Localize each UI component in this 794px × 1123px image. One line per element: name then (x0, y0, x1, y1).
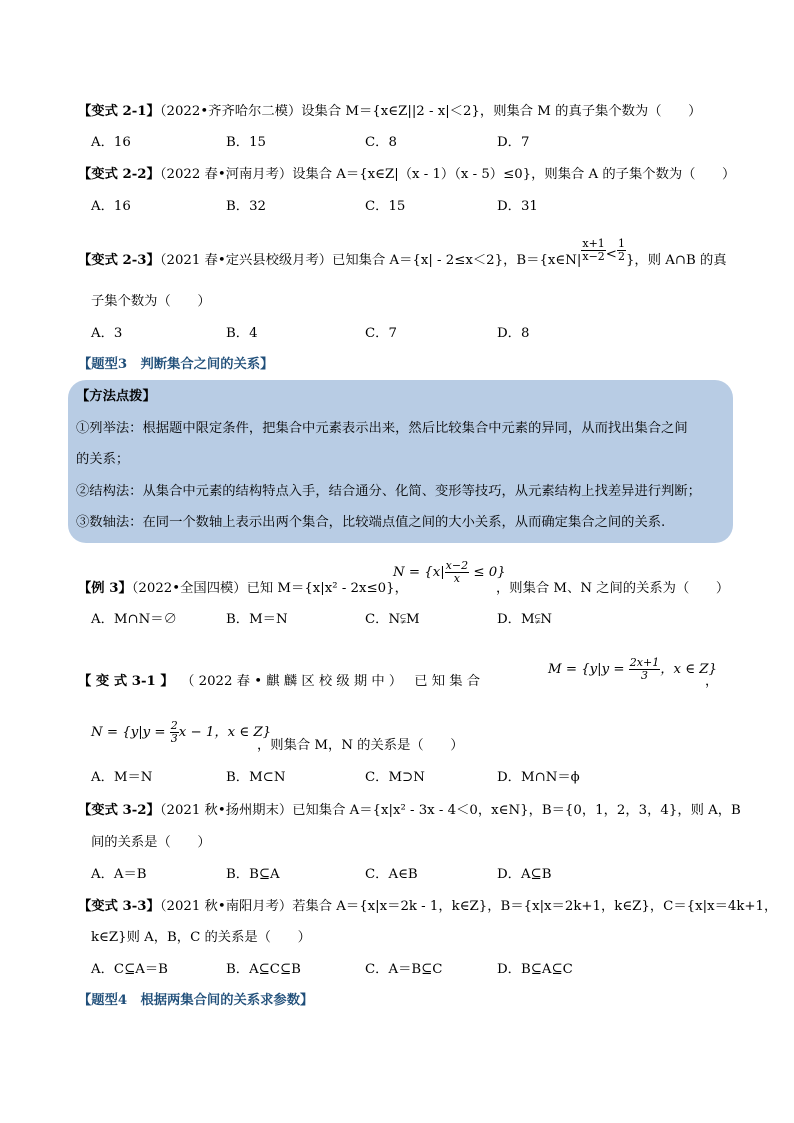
question-text: 已知 M＝{x|x² - 2x≤0}， (246, 581, 408, 596)
option-c: C．A＝B⊆C (365, 962, 443, 977)
question-source: （2021 秋•南阳月考） (159, 899, 293, 914)
option-a: A．3 (91, 326, 123, 341)
question-text-continued: k∈Z}则 A，B，C 的关系是（ ） (91, 930, 311, 945)
option-a: A．16 (91, 135, 131, 150)
set-n-formula: N = {y|y = $\frac{2}{3}$ x − 1，x ∈ Z} (91, 719, 272, 745)
comma: ， (705, 674, 719, 689)
option-d: D．8 (497, 326, 530, 341)
set-m-formula: M = {y|y = $\frac{2x+1}{3}$ ，x ∈ Z} (548, 656, 717, 682)
question-tag: 【变式 3-2】 (78, 803, 160, 818)
set-n-formula: N = {x| $\frac{x-2}{x}$ ≤ 0} (393, 559, 506, 585)
question-source: （2022 春•河南月考） (159, 167, 293, 182)
option-a: A．16 (91, 199, 131, 214)
option-d: D．M⫋N (497, 612, 553, 627)
option-b: B．M⊂N (226, 770, 286, 785)
question-source: （2022•全国四模） (131, 581, 247, 596)
question-text: 设集合 M＝{x∈Z||2 - x|＜2}，则集合 M 的真子集个数为（ ） (301, 104, 702, 119)
method-line-2: 的关系； (76, 452, 130, 467)
fraction: $\frac{2}{3}$ (170, 719, 178, 745)
option-a: A．M∩N＝∅ (91, 612, 177, 627)
option-d: D．31 (497, 199, 538, 214)
option-b: B．B⊆A (226, 867, 280, 882)
question-source: （2021 春•定兴县校级月考） (159, 253, 333, 268)
option-c: C．N⫋M (365, 612, 420, 627)
option-a: A．C⊆A＝B (91, 962, 168, 977)
option-d: D．M∩N＝ϕ (497, 770, 580, 785)
option-b: B．32 (226, 199, 266, 214)
fraction-half: $\frac{1}{2}$ (617, 237, 625, 263)
question-tag: 【变式 2-1】 (78, 104, 160, 119)
question-2-1 (78, 103, 701, 121)
option-a: A．A＝B (91, 867, 147, 882)
option-b: B．A⊆C⊆B (226, 962, 301, 977)
method-line-1: ①列举法：根据题中限定条件，把集合中元素表示出来，然后比较集合中元素的异同，从而找出集合之间 (76, 421, 688, 436)
option-c: C．7 (365, 326, 397, 341)
option-d: D．B⊆A⊆C (497, 962, 573, 977)
question-text: 设集合 A＝{x∈Z|（x - 1）（x - 5）≤0}，则集合 A 的子集个数为（ ） (292, 167, 736, 182)
question-source: （ 2022 春 • 麒 麟 区 校 级 期 中 ） (187, 674, 403, 689)
method-box (68, 380, 733, 543)
question-2-3: 【变式 2-3】（2021 春•定兴县校级月考）已知集合 A＝{x| - 2≤x＜2}，B＝{x∈N| $\frac{x+1}{x-2}$ < $\frac{1}{2}$ }，则 A∩B 的真 (78, 237, 727, 268)
option-b: B．4 (226, 326, 258, 341)
question-text-continued: 子集个数为（ ） (91, 294, 211, 309)
question-text: 若集合 A＝{x|x＝2k - 1，k∈Z}，B＝{x|x＝2k+1，k∈Z}，C＝{x|x＝4k+1， (292, 899, 778, 914)
method-title: 【方法点拨】 (76, 389, 156, 404)
question-text: ，则集合 M、N 之间的关系为（ ） (496, 581, 730, 596)
question-text: ，则集合 M，N 的关系是（ ） (257, 738, 464, 753)
question-tag: 【例 3】 (78, 581, 132, 596)
question-text: 已知集合 A＝{x| - 2≤x＜2}，B＝{x∈N| (332, 253, 582, 268)
question-text-continued: 间的关系是（ ） (91, 835, 211, 850)
question-tag: 【 变 式 3-1 】 (78, 674, 174, 689)
fraction: $\frac{2x+1}{3}$ (629, 656, 660, 682)
option-b: B．M＝N (226, 612, 288, 627)
method-line-4: ③数轴法：在同一个数轴上表示出两个集合，比较端点值之间的大小关系，从而确定集合之间的关系. (76, 515, 666, 530)
question-source: （2022•齐齐哈尔二模） (159, 104, 302, 119)
question-text: }，则 A∩B 的真 (625, 253, 727, 268)
question-source: （2021 秋•扬州期末） (159, 803, 293, 818)
option-a: A．M＝N (91, 770, 153, 785)
option-b: B．15 (226, 135, 266, 150)
option-c: C．8 (365, 135, 397, 150)
question-tag: 【变式 3-3】 (78, 899, 160, 914)
question-2-2 (78, 166, 735, 184)
option-c: C．15 (365, 199, 406, 214)
method-line-3: ②结构法：从集合中元素的结构特点入手，结合通分、化简、变形等技巧，从元素结构上找差异进行判断； (76, 484, 701, 499)
question-text: 已知集合 A＝{x|x² - 3x - 4＜0，x∈N}，B＝{0，1，2，3，4}，则 A，B (292, 803, 741, 818)
fraction: $\frac{x-2}{x}$ (445, 559, 469, 585)
option-d: D．7 (497, 135, 530, 150)
question-text: 已 知 集 合 (414, 674, 481, 689)
question-3-1 (78, 673, 480, 691)
question-3-2 (78, 802, 741, 820)
question-tag: 【变式 2-3】 (78, 253, 160, 268)
question-3-3 (78, 898, 777, 916)
fraction: $\frac{x+1}{x-2}$ (582, 237, 605, 263)
question-tag: 【变式 2-2】 (78, 167, 160, 182)
option-d: D．A⊆B (497, 867, 552, 882)
option-c: C．A∈B (365, 867, 418, 882)
section-heading-4: 【题型4 根据两集合间的关系求参数】 (78, 993, 314, 1008)
option-c: C．M⊃N (365, 770, 425, 785)
section-heading-3: 【题型3 判断集合之间的关系】 (78, 357, 274, 372)
example-3 (78, 580, 408, 598)
